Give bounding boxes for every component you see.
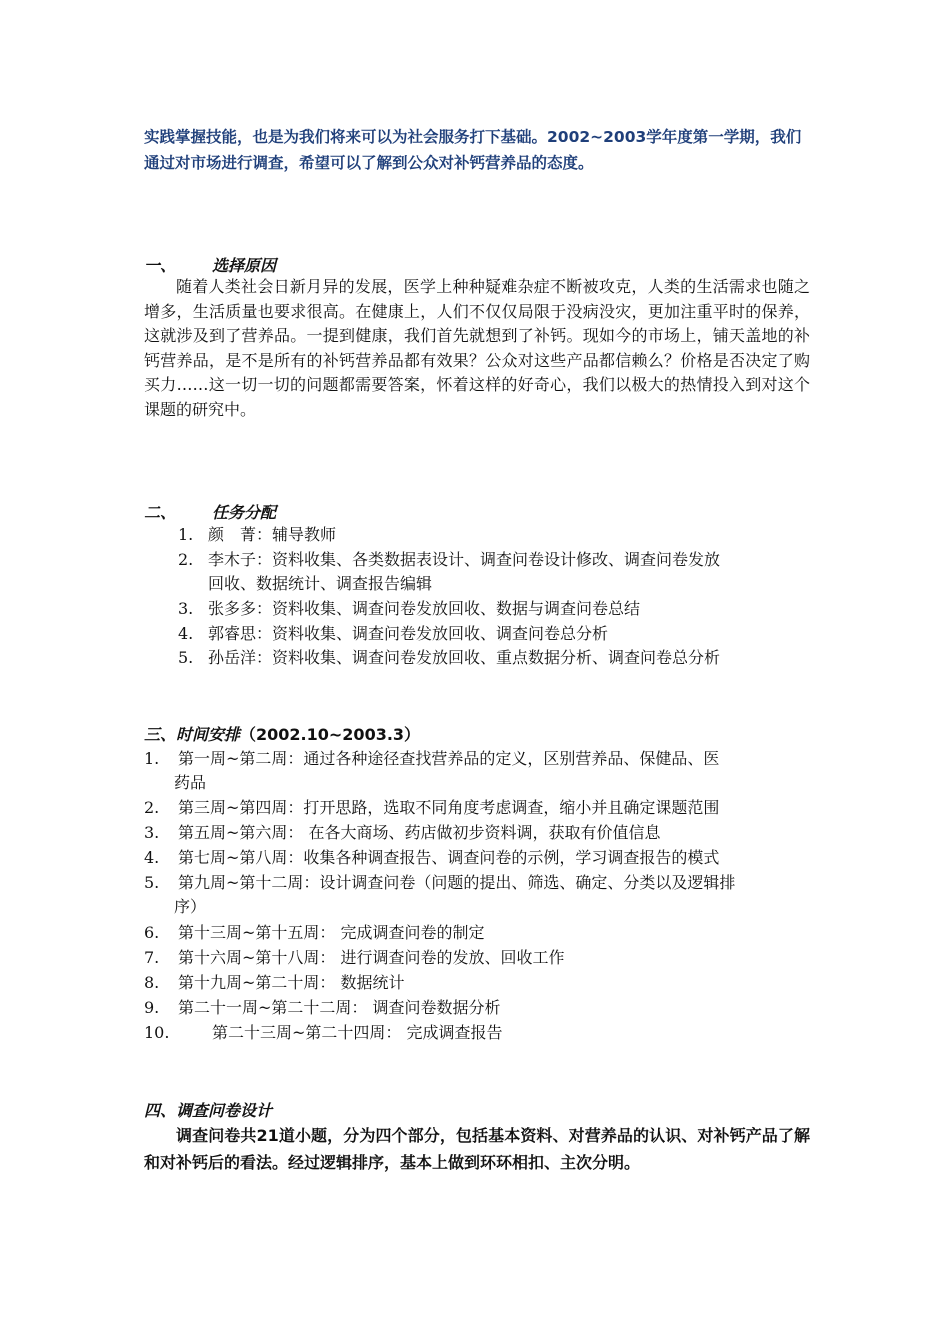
schedule-item: 7. 第十六周~第十八周： 进行调查问卷的发放、回收工作 bbox=[144, 948, 565, 967]
section4-title: 四、调查问卷设计 bbox=[144, 1101, 273, 1120]
schedule-item: 5. 第九周~第十二周：设计调查问卷（问题的提出、筛选、确定、分类以及逻辑排 bbox=[144, 873, 736, 892]
section1-body: 随着人类社会日新月异的发展，医学上种种疑难杂症不断被攻克，人类的生活需求也随之增多，生活质量也要求很高。在健康上，人们不仅仅局限于没病没灾，更加注重平时的保养，这就涉及到了营养品。一提到健康，我们首先就想到了补钙。现如今的市场上，铺天盖地的补钙营养品，是不是所有的补钙营养品都有效果？公众对这些产品都信赖么？价格是否决定了购买力……这一切一切的问题都需要答案，怀着这样的好奇心，我们以极大的热情投入到对这个课题的研究中。 bbox=[144, 277, 810, 419]
task-item: 5. 孙岳洋：资料收集、调查问卷发放回收、重点数据分析、调查问卷总分析 bbox=[178, 648, 721, 667]
task-item: 4. 郭睿思：资料收集、调查问卷发放回收、调查问卷总分析 bbox=[178, 624, 609, 643]
task-item: 1. 颜 菁：辅导教师 bbox=[178, 525, 337, 544]
schedule-item: 3. 第五周~第六周： 在各大商场、药店做初步资料调，获取有价值信息 bbox=[144, 823, 661, 842]
section4-body: 调查问卷共21道小题，分为四个部分，包括基本资料、对营养品的认识、对补钙产品了解和对补钙后的看法。经过逻辑排序，基本上做到环环相扣、主次分明。 bbox=[144, 1126, 810, 1172]
intro-paragraph: 实践掌握技能，也是为我们将来可以为社会服务打下基础。2002~2003学年度第一学期，我们通过对市场进行调查，希望可以了解到公众对补钙营养品的态度。 bbox=[144, 128, 802, 172]
schedule-item: 1. 第一周~第二周：通过各种途径查找营养品的定义，区别营养品、保健品、医 bbox=[144, 749, 720, 768]
schedule-item-continuation: 序） bbox=[174, 897, 207, 916]
task-item: 3. 张多多：资料收集、调查问卷发放回收、数据与调查问卷总结 bbox=[178, 599, 641, 618]
schedule-item: 8. 第十九周~第二十周： 数据统计 bbox=[144, 973, 405, 992]
task-item: 2. 李木子：资料收集、各类数据表设计、调查问卷设计修改、调查问卷发放 bbox=[178, 550, 721, 569]
section2-heading bbox=[144, 501, 276, 525]
section1-title: 选择原因 bbox=[212, 256, 277, 275]
section2-title: 任务分配 bbox=[212, 503, 277, 522]
schedule-item: 2. 第三周~第四周：打开思路，选取不同角度考虑调查，缩小并且确定课题范围 bbox=[144, 798, 720, 817]
schedule-item: 6. 第十三周~第十五周： 完成调查问卷的制定 bbox=[144, 923, 485, 942]
schedule-item: 4. 第七周~第八周：收集各种调查报告、调查问卷的示例，学习调查报告的模式 bbox=[144, 848, 720, 867]
schedule-item: 10. 第二十三周~第二十四周： 完成调查报告 bbox=[144, 1023, 503, 1042]
schedule-item-continuation: 药品 bbox=[174, 773, 207, 792]
section3-title: 三、时间安排 bbox=[144, 725, 241, 744]
section2-number: 二、 bbox=[144, 503, 177, 522]
section4-heading bbox=[144, 1099, 272, 1123]
section3-range: （2002.10~2003.3） bbox=[240, 725, 421, 744]
task-item-continuation: 回收、数据统计、调查报告编辑 bbox=[208, 574, 433, 593]
section1-number: 一、 bbox=[144, 256, 177, 275]
schedule-item: 9. 第二十一周~第二十二周： 调查问卷数据分析 bbox=[144, 998, 501, 1017]
section3-heading bbox=[144, 723, 420, 747]
